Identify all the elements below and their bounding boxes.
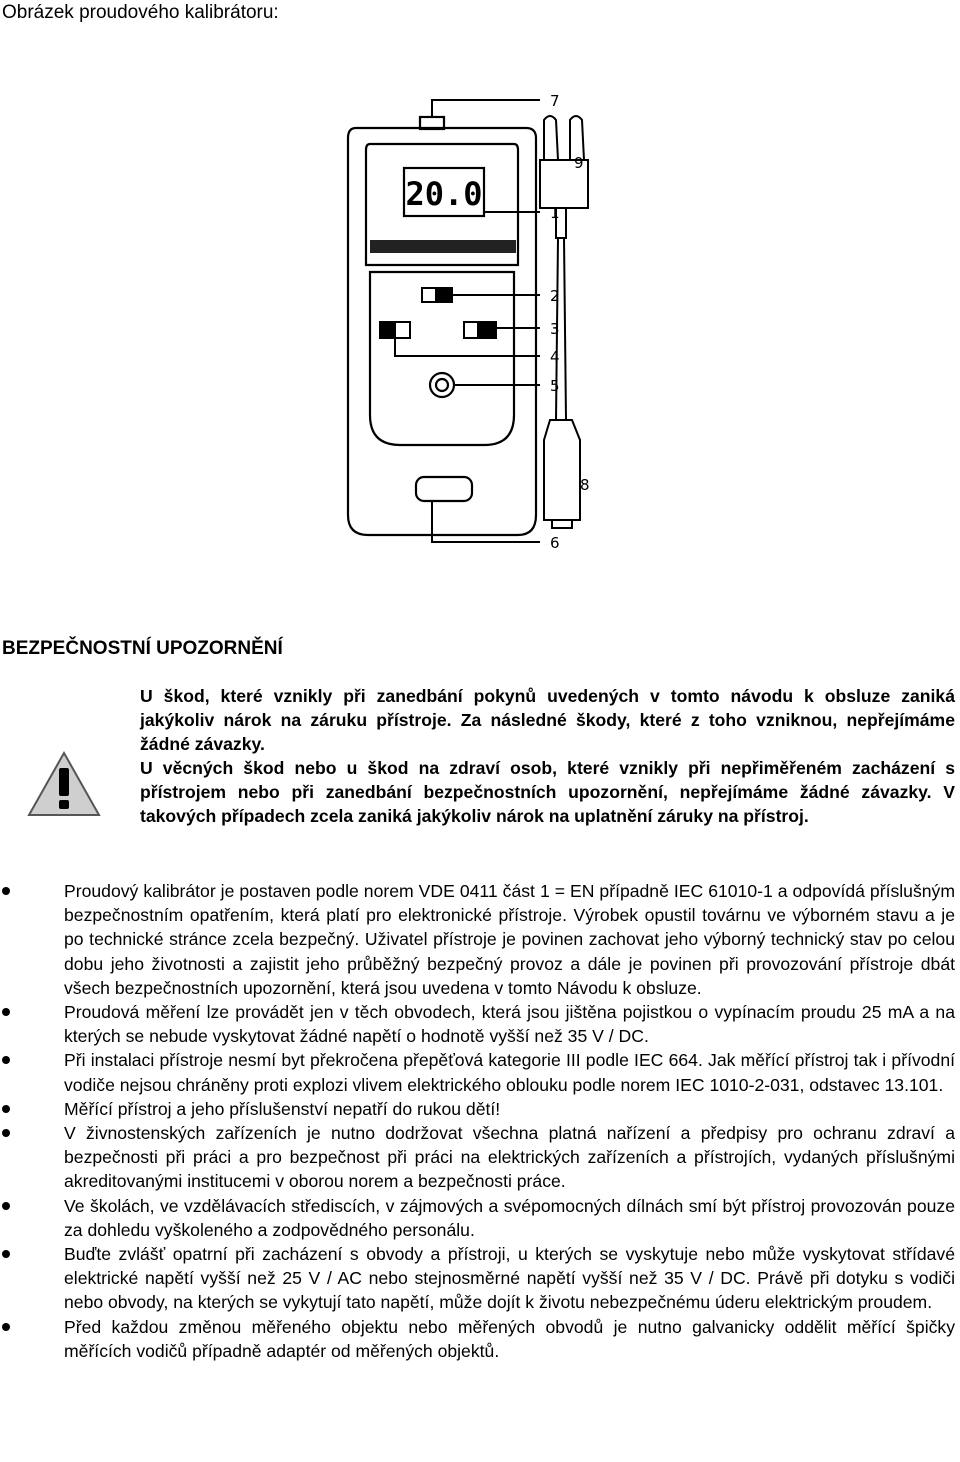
calibrator-illustration (318, 60, 598, 570)
list-item (0, 1242, 955, 1315)
list-item-text: Proudový kalibrátor je postaven podle norem VDE 0411 část 1 = EN případně IEC 61010-1 a odpovídá příslušným bezpečnostním opatřením, která platí pro elektronické přístroje. Výrobek opustil továrnu ve výborném stavu a je po technické stránce zcela bezpečný. Uživatel přístroje je povinen zachovat jeho výborný technický stav po celou dobu jeho životnosti a zajistit jeho průběžný bezpečný provoz a dále je povinen při provozování přístroje dbát všech bezpečnostních upozornění, která jsou uvedena v tomto Návodu k obsluze. (64, 881, 955, 998)
list-item-text: Při instalaci přístroje nesmí byt překročena přepěťová kategorie III podle IEC 664. Jak měřící přístroj tak i přívodní vodiče nejsou chráněny proti explozi vlivem elektrického oblouku podle norem IEC 1010-2-031, odstavec 13.101. (64, 1050, 955, 1095)
bullet-icon (2, 1323, 10, 1331)
bullet-icon (2, 1202, 10, 1210)
warning-paragraph: U škod, které vznikly při zanedbání pokynů uvedených v tomto návodu k obsluze zaniká jakýkoliv nárok na záruku přístroje. Za následné škody, které z toho vzniknou, nepřejímáme žádné závazky. (140, 686, 955, 754)
callout-3: 3 (550, 320, 560, 338)
list-item-text: Ve školách, ve vzdělávacích střediscích, v zájmových a svépomocných dílnách smí být přístroj provozován pouze za dohledu vyškoleného a zodpovědného personálu. (64, 1195, 955, 1240)
list-item (0, 879, 955, 1000)
safety-bullet-list (0, 879, 955, 1363)
list-item (0, 1000, 955, 1048)
display-readout: 20.0 (405, 175, 483, 213)
callout-4: 4 (550, 348, 560, 366)
callout-6: 6 (550, 534, 560, 552)
list-item (0, 1048, 955, 1096)
list-item-text: Proudová měření lze provádět jen v těch obvodech, která jsou jištěna pojistkou o vypínacím proudu 25 mA a na kterých se nebude vyskytovat žádné napětí o hodnotě vyšší než 35 V / DC. (64, 1002, 955, 1047)
callout-8: 8 (580, 476, 590, 494)
bullet-icon (2, 1250, 10, 1258)
page-title: Obrázek proudového kalibrátoru: (2, 2, 279, 23)
bullet-icon (2, 1056, 10, 1064)
list-item-text: Před každou změnou měřeného objektu nebo měřených obvodů je nutno galvanicky oddělit měřící špičky měřících vodičů případně adaptér od měřených objektů. (64, 1316, 955, 1361)
callout-5: 5 (550, 377, 560, 395)
safety-heading: BEZPEČNOSTNÍ UPOZORNĚNÍ (2, 638, 283, 659)
bullet-icon (2, 887, 10, 895)
warning-triangle-icon (26, 750, 102, 818)
bullet-icon (2, 1008, 10, 1016)
warning-paragraph: U věcných škod nebo u škod na zdraví osob, které vznikly při nepřiměřeném zacházení s přístrojem nebo při zanedbání bezpečnostních upozornění, nepřejímáme žádné závazky. V takových případech zcela zaniká jakýkoliv nárok na uplatnění záruky na přístroj. (140, 758, 955, 826)
bullet-icon (2, 1105, 10, 1113)
callout-7: 7 (550, 92, 560, 110)
list-item-text: Buďte zvlášť opatrní při zacházení s obvody a přístroji, u kterých se vyskytuje nebo může vyskytovat střídavé elektrické napětí vyšší než 25 V / AC nebo stejnosměrné napětí vyšší než 35 V / DC. Právě při dotyku s vodiči nebo obvody, na kterých se vykytují tato napětí, může dojít k životu nebezpečnému úderu elektrickým proudem. (64, 1244, 955, 1313)
warning-text-block (140, 684, 955, 828)
bullet-icon (2, 1129, 10, 1137)
callout-2: 2 (550, 287, 560, 305)
list-item (0, 1097, 955, 1121)
list-item (0, 1315, 955, 1363)
list-item-text: Měřící přístroj a jeho příslušenství nepatří do rukou dětí! (64, 1098, 501, 1119)
callout-9: 9 (574, 154, 584, 172)
list-item (0, 1194, 955, 1242)
list-item (0, 1121, 955, 1194)
callout-1: 1 (550, 204, 560, 222)
list-item-text: V živnostenských zařízeních je nutno dodržovat všechna platná nařízení a předpisy pro ochranu zdraví a bezpečnosti při práci a pro bezpečnost při práci na elektrických zařízeních a přístrojích, vydaných příslušnými akreditovanými institucemi v oborou norem a bezpečnosti práce. (64, 1123, 955, 1192)
